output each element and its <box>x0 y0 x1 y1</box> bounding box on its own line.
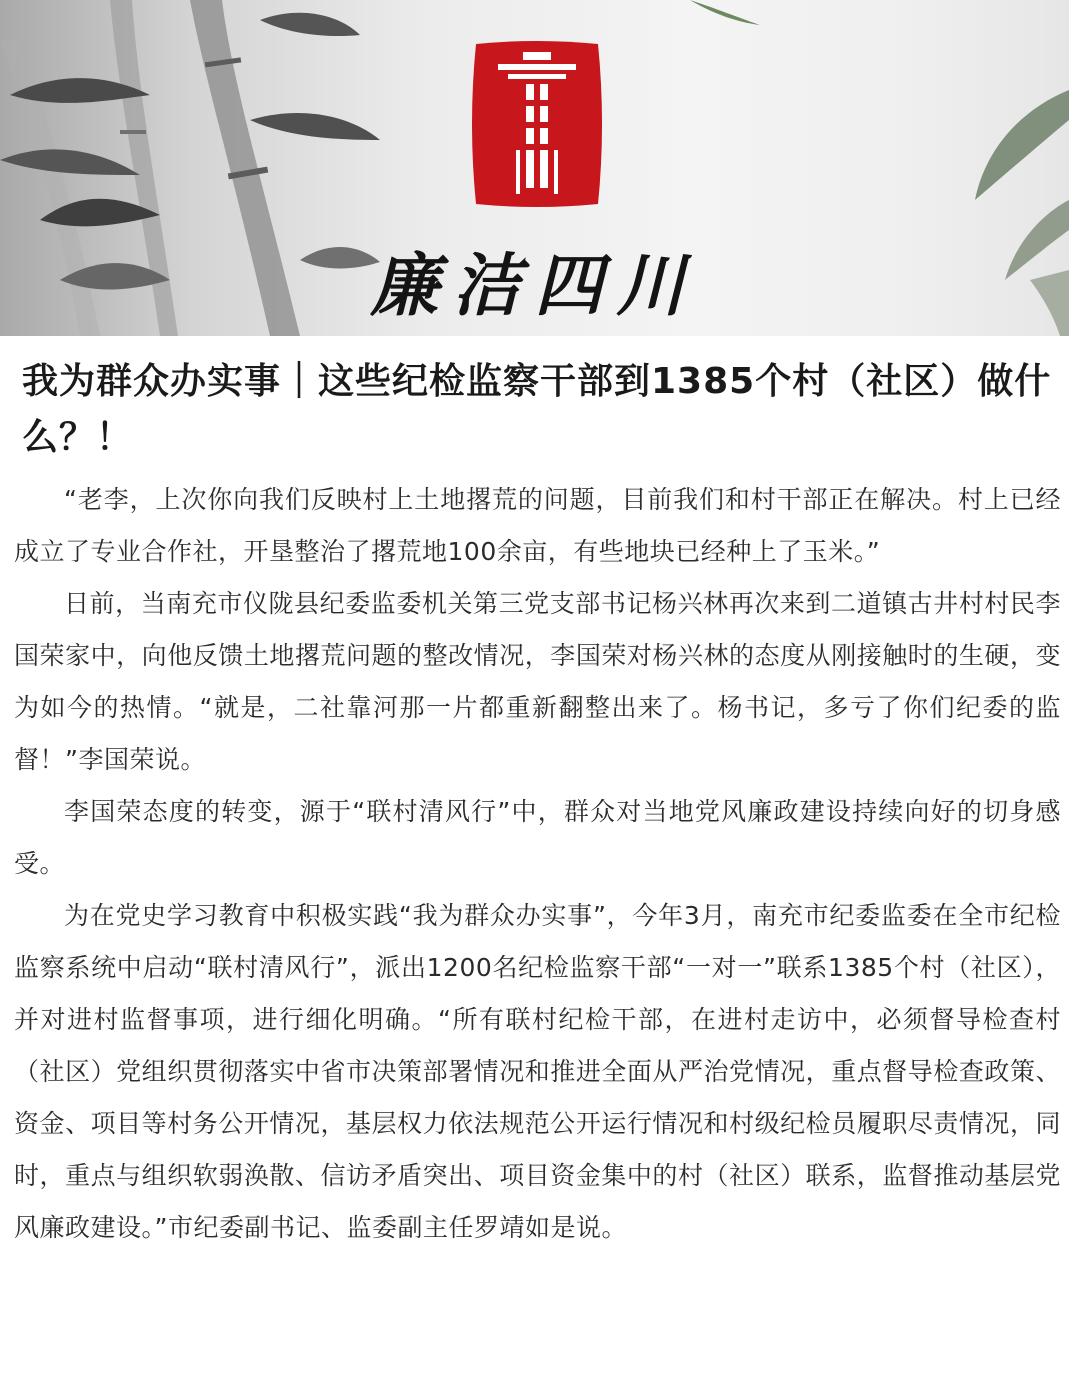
paragraph: 李国荣态度的转变，源于“联村清风行”中，群众对当地党风廉政建设持续向好的切身感受。 <box>14 797 1061 878</box>
article-title: 我为群众办实事｜这些纪检监察干部到1385个村（社区）做什么？！ <box>22 361 1052 458</box>
paragraph: “老李，上次你向我们反映村上土地撂荒的问题，目前我们和村干部正在解决。村上已经成立了专业合作社，开垦整治了撂荒地100余亩，有些地块已经种上了玉米。” <box>14 485 1061 566</box>
paragraph: 为在党史学习教育中积极实践“我为群众办实事”，今年3月，南充市纪委监委在全市纪检监察系统中启动“联村清风行”，派出1200名纪检监察干部“一对一”联系1385个村（社区），并对进村监督事项，进行细化明确。“所有联村纪检干部，在进村走访中，必须督导检查村（社区）党组织贯彻落实中省市决策部署情况和推进全面从严治党情况，重点督导检查政策、资金、项目等村务公开情况，基层权力依法规范公开运行情况和村级纪检员履职尽责情况，同时，重点与组织软弱涣散、信访矛盾突出、项目资金集中的村（社区）联系，监督推动基层党风廉政建设。”市纪委副书记、监委副主任罗靖如是说。 <box>14 901 1061 1242</box>
lian-seal-icon <box>468 38 606 210</box>
article-body <box>14 474 1061 1254</box>
header-banner <box>0 0 1069 336</box>
paragraph: 日前，当南充市仪陇县纪委监委机关第三党支部书记杨兴林再次来到二道镇古井村村民李国荣家中，向他反馈土地撂荒问题的整改情况，李国荣对杨兴林的态度从刚接触时的生硬，变为如今的热情。“就是，二社靠河那一片都重新翻整出来了。杨书记，多亏了你们纪委的监督！”李国荣说。 <box>14 589 1061 774</box>
brand-text: 廉洁四川 <box>370 246 699 326</box>
article <box>0 354 1069 1254</box>
